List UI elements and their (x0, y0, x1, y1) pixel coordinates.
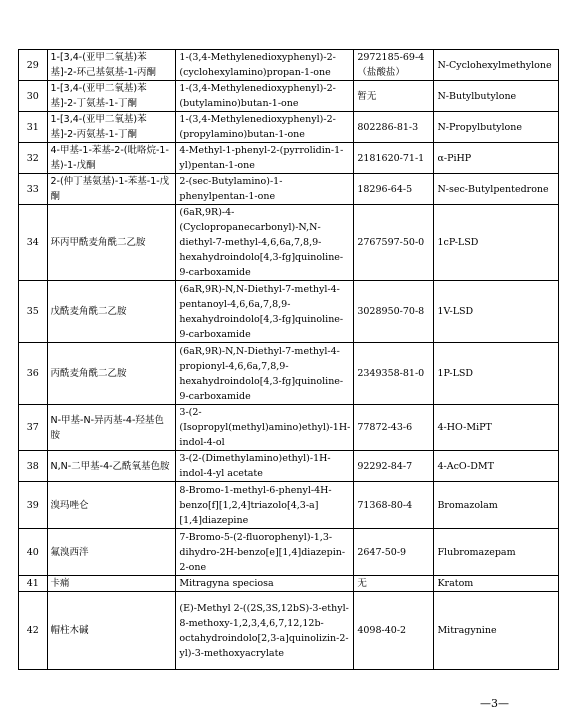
cas-number: 71368-80-4 (354, 482, 434, 529)
table-row (19, 174, 559, 205)
english-name: N-Propylbutylone (434, 112, 559, 143)
table-row (19, 143, 559, 174)
table-row (19, 576, 559, 592)
english-name: α-PiHP (434, 143, 559, 174)
chinese-name: 1-[3,4-(亚甲二氧基)苯基]-2-丙氨基-1-丁酮 (47, 112, 176, 143)
chemical-name: (6aR,9R)-N,N-Diethyl-7-methyl-4-pentanoyl-4,6,6a,7,8,9-hexahydroindolo[4,3-fg]quinoline-9-carboxamide (176, 281, 354, 343)
chinese-name: 戊酰麦角酰二乙胺 (47, 281, 176, 343)
chemical-name: (6aR,9R)-4-(Cyclopropanecarbonyl)-N,N-diethyl-7-methyl-4,6,6a,7,8,9-hexahydroindolo[4,3-fg]quinoline-9-carboxamide (176, 205, 354, 281)
cas-number: 2647-50-9 (354, 529, 434, 576)
cas-number: 92292-84-7 (354, 451, 434, 482)
table-row (19, 81, 559, 112)
english-name: 4-HO-MiPT (434, 405, 559, 451)
cas-number: 2349358-81-0 (354, 343, 434, 405)
chinese-name: 环丙甲酰麦角酰二乙胺 (47, 205, 176, 281)
cas-number: 暂无 (354, 81, 434, 112)
chinese-name: 4-甲基-1-苯基-2-(吡咯烷-1-基)-1-戊酮 (47, 143, 176, 174)
chemical-name: 7-Bromo-5-(2-fluorophenyl)-1,3-dihydro-2H-benzo[e][1,4]diazepin-2-one (176, 529, 354, 576)
table-row (19, 50, 559, 81)
chemical-name: 3-(2-(Dimethylamino)ethyl)-1H-indol-4-yl acetate (176, 451, 354, 482)
cas-number: 2181620-71-1 (354, 143, 434, 174)
chinese-name: 卡痛 (47, 576, 176, 592)
english-name: N-sec-Butylpentedrone (434, 174, 559, 205)
english-name: 1cP-LSD (434, 205, 559, 281)
row-number: 40 (19, 529, 48, 576)
row-number: 37 (19, 405, 48, 451)
row-number: 33 (19, 174, 48, 205)
row-number: 42 (19, 592, 48, 670)
chemical-name: (E)-Methyl 2-((2S,3S,12bS)-3-ethyl-8-methoxy-1,2,3,4,6,7,12,12b-octahydroindolo[2,3-a]quinolizin-2-yl)-3-methoxyacrylate (176, 592, 354, 670)
cas-number: 802286-81-3 (354, 112, 434, 143)
chinese-name: 1-[3,4-(亚甲二氧基)苯基]-2-环己基氨基-1-丙酮 (47, 50, 176, 81)
page-number: —3— (480, 697, 509, 710)
row-number: 41 (19, 576, 48, 592)
table-row (19, 205, 559, 281)
row-number: 39 (19, 482, 48, 529)
row-number: 35 (19, 281, 48, 343)
english-name: 1P-LSD (434, 343, 559, 405)
chemical-name: 1-(3,4-Methylenedioxyphenyl)-2-(propylamino)butan-1-one (176, 112, 354, 143)
row-number: 34 (19, 205, 48, 281)
substance-table (18, 49, 559, 670)
chinese-name: 丙酰麦角酰二乙胺 (47, 343, 176, 405)
chinese-name: 2-(仲丁基氨基)-1-苯基-1-戊酮 (47, 174, 176, 205)
cas-number: 77872-43-6 (354, 405, 434, 451)
table-row (19, 529, 559, 576)
table-row (19, 482, 559, 529)
row-number: 30 (19, 81, 48, 112)
chemical-name: Mitragyna speciosa (176, 576, 354, 592)
chemical-name: 1-(3,4-Methylenedioxyphenyl)-2-(butylamino)butan-1-one (176, 81, 354, 112)
chinese-name: N-甲基-N-异丙基-4-羟基色胺 (47, 405, 176, 451)
english-name: Mitragynine (434, 592, 559, 670)
table-row (19, 405, 559, 451)
english-name: Flubromazepam (434, 529, 559, 576)
row-number: 29 (19, 50, 48, 81)
row-number: 36 (19, 343, 48, 405)
cas-number: 18296-64-5 (354, 174, 434, 205)
table-row (19, 451, 559, 482)
cas-number: 2972185-69-4（盐酸盐） (354, 50, 434, 81)
chinese-name: 溴玛唑仑 (47, 482, 176, 529)
cas-number: 3028950-70-8 (354, 281, 434, 343)
english-name: 1V-LSD (434, 281, 559, 343)
chinese-name: 帽柱木碱 (47, 592, 176, 670)
chemical-name: 4-Methyl-1-phenyl-2-(pyrrolidin-1-yl)pentan-1-one (176, 143, 354, 174)
english-name: Kratom (434, 576, 559, 592)
chinese-name: N,N-二甲基-4-乙酰氧基色胺 (47, 451, 176, 482)
row-number: 32 (19, 143, 48, 174)
chemical-name: 1-(3,4-Methylenedioxyphenyl)-2-(cyclohexylamino)propan-1-one (176, 50, 354, 81)
table-row (19, 343, 559, 405)
row-number: 38 (19, 451, 48, 482)
cas-number: 4098-40-2 (354, 592, 434, 670)
chinese-name: 氟溴西泮 (47, 529, 176, 576)
chemical-name: (6aR,9R)-N,N-Diethyl-7-methyl-4-propionyl-4,6,6a,7,8,9-hexahydroindolo[4,3-fg]quinoline-9-carboxamide (176, 343, 354, 405)
cas-number: 2767597-50-0 (354, 205, 434, 281)
english-name: Bromazolam (434, 482, 559, 529)
english-name: N-Cyclohexylmethylone (434, 50, 559, 81)
row-number: 31 (19, 112, 48, 143)
table-row (19, 112, 559, 143)
chemical-name: 8-Bromo-1-methyl-6-phenyl-4H-benzo[f][1,2,4]triazolo[4,3-a][1,4]diazepine (176, 482, 354, 529)
cas-number: 无 (354, 576, 434, 592)
english-name: 4-AcO-DMT (434, 451, 559, 482)
table-row (19, 281, 559, 343)
chinese-name: 1-[3,4-(亚甲二氧基)苯基]-2-丁氨基-1-丁酮 (47, 81, 176, 112)
table-row (19, 592, 559, 670)
chemical-name: 3-(2-(Isopropyl(methyl)amino)ethyl)-1H-indol-4-ol (176, 405, 354, 451)
chemical-name: 2-(sec-Butylamino)-1-phenylpentan-1-one (176, 174, 354, 205)
english-name: N-Butylbutylone (434, 81, 559, 112)
